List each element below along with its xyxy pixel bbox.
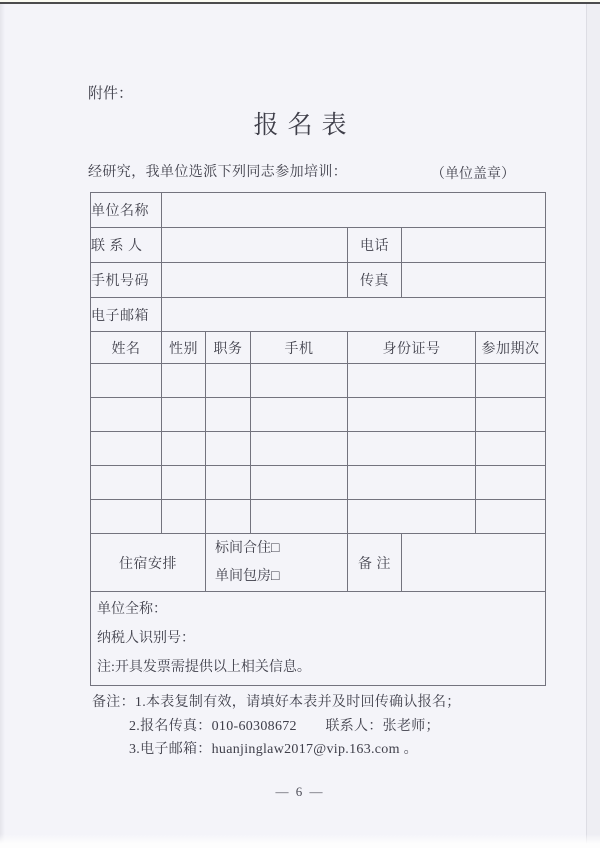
- unit-name-label: 单位名称: [91, 193, 162, 228]
- mobile-label: 手机号码: [91, 263, 162, 298]
- mobile-value-cell: [162, 263, 348, 298]
- scan-bottom-fade: [0, 834, 600, 848]
- fax-label: 传真: [348, 263, 402, 298]
- unit-name-row: [91, 193, 546, 228]
- roster-empty-cell: [206, 500, 251, 534]
- email-row: [91, 298, 546, 332]
- roster-empty-cell: [162, 466, 206, 500]
- roster-empty-cell: [348, 432, 476, 466]
- roster-empty-cell: [348, 398, 476, 432]
- roster-empty-cell: [162, 432, 206, 466]
- roster-empty-cell: [476, 398, 546, 432]
- accommodation-option-single: 单间包房□: [215, 568, 280, 584]
- roster-header-mobile: 手机: [251, 332, 348, 364]
- roster-empty-cell: [162, 500, 206, 534]
- roster-empty-row: [91, 466, 546, 500]
- accommodation-row: [91, 534, 546, 592]
- intro-text: 经研究，我单位选派下列同志参加培训：: [88, 165, 348, 180]
- registration-form-table: [90, 192, 546, 686]
- accommodation-option-shared: 标间合住□: [215, 540, 280, 556]
- roster-empty-cell: [348, 466, 476, 500]
- roster-empty-cell: [476, 466, 546, 500]
- footnote-item-3: 3.电子邮箱：huanjinglaw2017@vip.163.com 。: [129, 742, 418, 757]
- roster-empty-row: [91, 364, 546, 398]
- roster-empty-cell: [476, 500, 546, 534]
- roster-empty-cell: [91, 432, 162, 466]
- roster-empty-cell: [251, 398, 348, 432]
- roster-empty-cell: [476, 432, 546, 466]
- roster-header-gender: 性别: [162, 332, 206, 364]
- roster-empty-cell: [348, 500, 476, 534]
- phone-value-cell: [402, 228, 546, 263]
- roster-empty-cell: [91, 398, 162, 432]
- invoice-note: 注:开具发票需提供以上相关信息。: [97, 660, 311, 675]
- invoice-info-cell: [91, 592, 546, 686]
- roster-header-name: 姓名: [91, 332, 162, 364]
- footnote-line-1: [92, 691, 532, 715]
- footnotes-label: 备注：: [92, 695, 135, 710]
- accommodation-label: 住宿安排: [91, 534, 206, 592]
- roster-empty-rows: [91, 364, 546, 534]
- roster-empty-cell: [348, 364, 476, 398]
- roster-empty-cell: [206, 364, 251, 398]
- contact-person-value-cell: [162, 228, 348, 263]
- roster-empty-row: [91, 500, 546, 534]
- accommodation-options-cell: [206, 534, 348, 592]
- roster-empty-cell: [206, 466, 251, 500]
- roster-empty-cell: [251, 364, 348, 398]
- attachment-label: 附件：: [88, 86, 134, 102]
- footnote-item-2: 2.报名传真：010-60308672 联系人：张老师；: [129, 718, 440, 734]
- unit-seal-note: （单位盖章）: [431, 167, 515, 182]
- roster-empty-cell: [251, 466, 348, 500]
- contact-person-label: 联 系 人: [91, 228, 162, 263]
- roster-empty-cell: [206, 398, 251, 432]
- remark-label: 备 注: [348, 534, 402, 592]
- footnotes: [92, 691, 532, 762]
- remark-value-cell: [402, 534, 546, 592]
- fax-value-cell: [402, 263, 546, 298]
- email-label: 电子邮箱: [91, 298, 162, 332]
- scan-top-edge-line: [0, 2, 600, 4]
- roster-empty-cell: [476, 364, 546, 398]
- contact-row: [91, 228, 546, 263]
- roster-header-id-number: 身份证号: [348, 332, 476, 364]
- invoice-info-row: [91, 592, 546, 686]
- roster-header-position: 职务: [206, 332, 251, 364]
- company-full-name-label: 单位全称：: [97, 602, 167, 617]
- roster-empty-cell: [251, 500, 348, 534]
- roster-empty-cell: [162, 364, 206, 398]
- footnote-item-1: 1.本表复制有效，请填好本表并及时回传确认报名；: [134, 695, 461, 710]
- roster-empty-cell: [91, 364, 162, 398]
- roster-empty-cell: [251, 432, 348, 466]
- roster-empty-row: [91, 398, 546, 432]
- phone-label: 电话: [348, 228, 402, 263]
- page-number: — 6 —: [275, 784, 325, 799]
- roster-empty-row: [91, 432, 546, 466]
- roster-empty-cell: [206, 432, 251, 466]
- email-value-cell: [162, 298, 546, 332]
- roster-header-row: [91, 332, 546, 364]
- unit-name-value-cell: [162, 193, 546, 228]
- roster-empty-cell: [91, 466, 162, 500]
- roster-header-session: 参加期次: [476, 332, 546, 364]
- roster-empty-cell: [162, 398, 206, 432]
- mobile-row: [91, 263, 546, 298]
- page-title: 报名表: [253, 112, 356, 139]
- roster-empty-cell: [91, 500, 162, 534]
- taxpayer-id-label: 纳税人识别号：: [97, 631, 195, 646]
